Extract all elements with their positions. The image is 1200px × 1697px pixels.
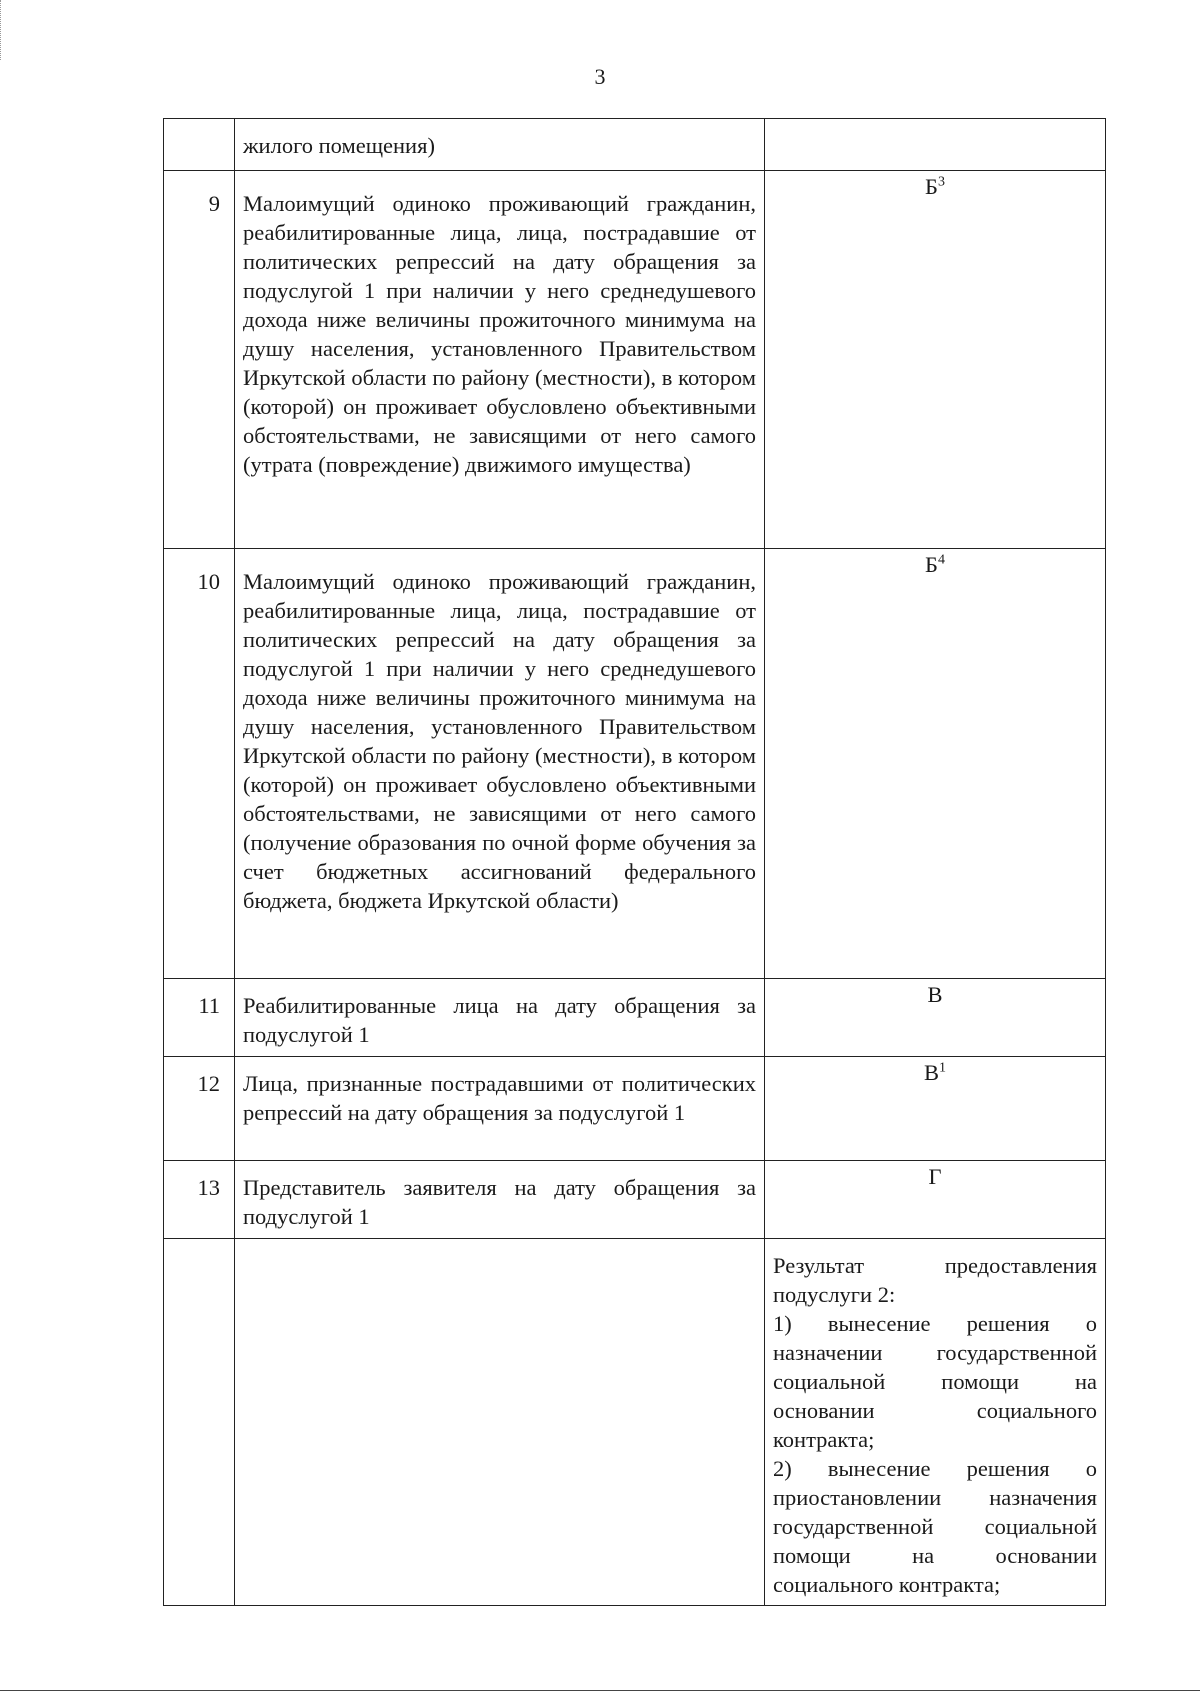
row-code: Б bbox=[925, 174, 938, 199]
row-description: жилого помещения) bbox=[235, 119, 765, 171]
row-code: В bbox=[923, 1060, 939, 1085]
row-description: Малоимущий одиноко проживающий гражданин, реабилитированные лица, лица, пострадавшие от политических репрессий на дату обращения за подуслугой 1 при наличии у него среднедушевого дохода ниже величины прожиточного минимума на душу населения, установленного Правительством Иркутской области по району (местности), в котором (которой) он проживает обусловлено объективными обстоятельствами, не зависящими от него самого (утрата (повреждение) движимого имущества) bbox=[235, 171, 765, 549]
scan-edge-marks bbox=[0, 0, 4, 60]
row-code-cell bbox=[765, 119, 1106, 171]
row-description: Малоимущий одиноко проживающий гражданин, реабилитированные лица, лица, пострадавшие от политических репрессий на дату обращения за подуслугой 1 при наличии у него среднедушевого дохода ниже величины прожиточного минимума на душу населения, установленного Правительством Иркутской области по району (местности), в котором (которой) он проживает обусловлено объективными обстоятельствами, не зависящими от него самого (получение образования по очной форме обучения за счет бюджетных ассигнований федерального бюджета, бюджета Иркутской области) bbox=[235, 549, 765, 979]
table-row bbox=[164, 979, 1106, 1057]
row-code-cell bbox=[765, 1057, 1106, 1161]
row-code-superscript: 1 bbox=[939, 1060, 946, 1076]
result-item: 1) вынесение решения о назначении государственной социальной помощи на основании социального контракта; bbox=[773, 1311, 1097, 1452]
table-row bbox=[164, 1239, 1106, 1606]
result-cell bbox=[765, 1239, 1106, 1606]
table-row bbox=[164, 171, 1106, 549]
row-number: 9 bbox=[164, 171, 235, 549]
table-row bbox=[164, 1161, 1106, 1239]
row-description: Лица, признанные пострадавшими от политических репрессий на дату обращения за подуслугой 1 bbox=[235, 1057, 765, 1161]
row-description-empty bbox=[235, 1239, 765, 1606]
row-description: Представитель заявителя на дату обращения за подуслугой 1 bbox=[235, 1161, 765, 1239]
row-code-cell bbox=[765, 549, 1106, 979]
result-item: 2) вынесение решения о приостановлении назначения государственной социальной помощи на основании социального контракта; bbox=[773, 1456, 1097, 1597]
row-number-empty bbox=[164, 1239, 235, 1606]
row-number: 10 bbox=[164, 549, 235, 979]
row-code: Б bbox=[925, 552, 938, 577]
row-code: В bbox=[927, 982, 943, 1007]
row-number: 13 bbox=[164, 1161, 235, 1239]
row-number: 12 bbox=[164, 1057, 235, 1161]
row-code-cell bbox=[765, 171, 1106, 549]
page-number: 3 bbox=[594, 64, 606, 89]
result-title: Результат предоставления подуслуги 2: bbox=[773, 1253, 1097, 1307]
row-code-cell bbox=[765, 1161, 1106, 1239]
row-description: Реабилитированные лица на дату обращения за подуслугой 1 bbox=[235, 979, 765, 1057]
table-row bbox=[164, 549, 1106, 979]
table-row bbox=[164, 1057, 1106, 1161]
row-code: Г bbox=[928, 1164, 942, 1189]
row-code-superscript: 3 bbox=[937, 174, 945, 190]
criteria-table bbox=[163, 118, 1106, 1606]
table-row bbox=[164, 119, 1106, 171]
row-code-cell bbox=[765, 979, 1106, 1057]
row-code-superscript: 4 bbox=[937, 552, 945, 568]
bottom-rule bbox=[0, 1690, 1200, 1691]
row-number bbox=[164, 119, 235, 171]
row-number: 11 bbox=[164, 979, 235, 1057]
